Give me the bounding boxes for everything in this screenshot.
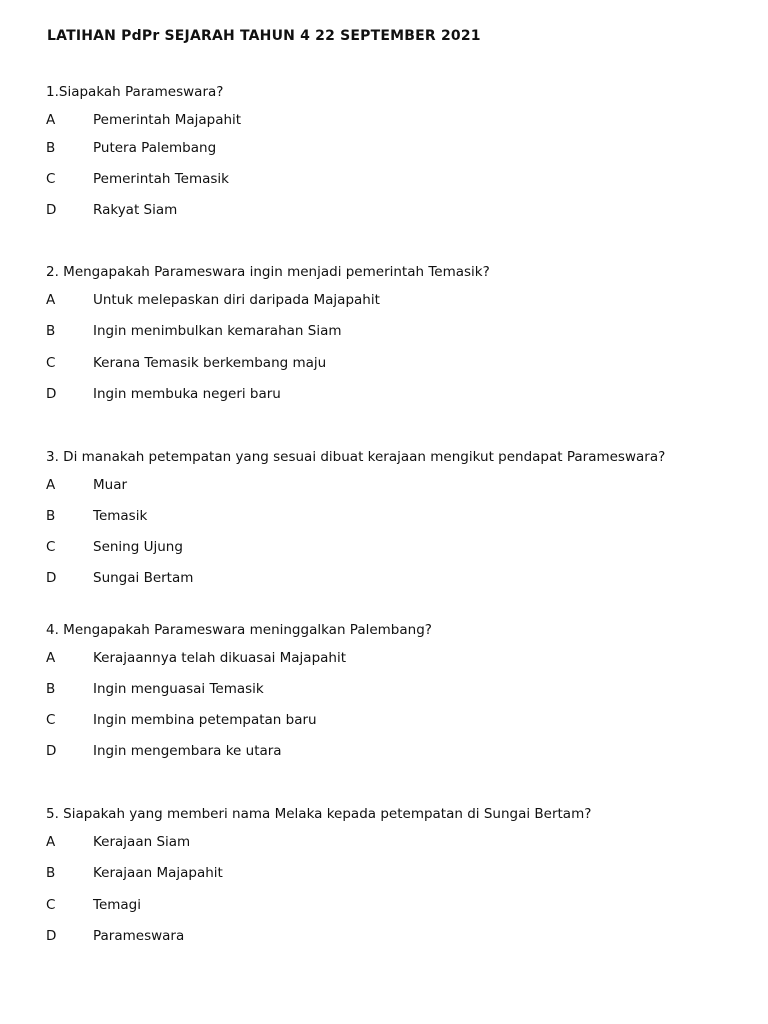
option-letter: A — [46, 477, 56, 493]
option-letter: A — [46, 112, 56, 128]
option-text: Ingin membina petempatan baru — [93, 712, 317, 728]
question-4: 4. Mengapakah Parameswara meninggalkan Palembang? — [46, 622, 432, 638]
question-5-option-c — [46, 897, 141, 913]
option-letter: B — [46, 865, 56, 881]
option-letter: A — [46, 834, 56, 850]
option-letter: C — [46, 712, 56, 728]
question-4-option-a — [46, 650, 346, 666]
question-5: 5. Siapakah yang memberi nama Melaka kepada petempatan di Sungai Bertam? — [46, 806, 592, 822]
question-3-option-d — [46, 570, 193, 586]
option-letter: D — [46, 570, 57, 586]
option-text: Ingin membuka negeri baru — [93, 386, 281, 402]
option-letter: D — [46, 386, 57, 402]
option-letter: C — [46, 171, 56, 187]
option-letter: D — [46, 743, 57, 759]
option-letter: A — [46, 650, 56, 666]
option-letter: D — [46, 928, 57, 944]
option-text: Untuk melepaskan diri daripada Majapahit — [93, 292, 380, 308]
option-text: Pemerintah Temasik — [93, 171, 229, 187]
option-letter: B — [46, 681, 56, 697]
question-1-option-a — [46, 112, 241, 128]
question-2-option-c — [46, 355, 326, 371]
question-4-option-b — [46, 681, 264, 697]
option-text: Rakyat Siam — [93, 202, 178, 218]
option-text: Kerajaan Majapahit — [93, 865, 223, 881]
option-letter: C — [46, 355, 56, 371]
question-5-option-b — [46, 865, 223, 881]
question-2-option-a — [46, 292, 380, 308]
option-text: Ingin menimbulkan kemarahan Siam — [93, 323, 342, 339]
option-text: Kerana Temasik berkembang maju — [93, 355, 327, 371]
option-letter: A — [46, 292, 56, 308]
question-3-option-c — [46, 539, 183, 555]
question-3-option-b — [46, 508, 147, 524]
option-text: Parameswara — [93, 928, 185, 944]
question-4-option-c — [46, 712, 317, 728]
option-letter: B — [46, 323, 56, 339]
option-text: Sening Ujung — [93, 539, 183, 555]
option-text: Ingin menguasai Temasik — [93, 681, 264, 697]
question-3-option-a — [46, 477, 127, 493]
question-2: 2. Mengapakah Parameswara ingin menjadi pemerintah Temasik? — [46, 264, 490, 280]
question-1-option-c — [46, 171, 229, 187]
question-2-option-d — [46, 386, 281, 402]
option-text: Temasik — [93, 508, 148, 524]
question-5-option-d — [46, 928, 184, 944]
question-2-option-b — [46, 323, 342, 339]
option-text: Muar — [93, 477, 128, 493]
question-1-option-d — [46, 202, 177, 218]
option-text: Kerajaan Siam — [93, 834, 191, 850]
option-text: Ingin mengembara ke utara — [93, 743, 282, 759]
question-1-option-b — [46, 140, 216, 156]
option-letter: B — [46, 140, 56, 156]
option-letter: C — [46, 897, 56, 913]
option-text: Pemerintah Majapahit — [93, 112, 242, 128]
option-text: Kerajaannya telah dikuasai Majapahit — [93, 650, 347, 666]
option-text: Sungai Bertam — [93, 570, 194, 586]
option-letter: D — [46, 202, 57, 218]
option-letter: B — [46, 508, 56, 524]
question-3: 3. Di manakah petempatan yang sesuai dibuat kerajaan mengikut pendapat Parameswara? — [46, 449, 666, 465]
option-text: Putera Palembang — [93, 140, 217, 156]
question-4-option-d — [46, 743, 282, 759]
question-5-option-a — [46, 834, 190, 850]
option-text: Temagi — [93, 897, 142, 913]
worksheet-title: LATIHAN PdPr SEJARAH TAHUN 4 22 SEPTEMBER 2021 — [47, 28, 481, 44]
option-letter: C — [46, 539, 56, 555]
question-1: 1.Siapakah Parameswara? — [46, 84, 224, 100]
